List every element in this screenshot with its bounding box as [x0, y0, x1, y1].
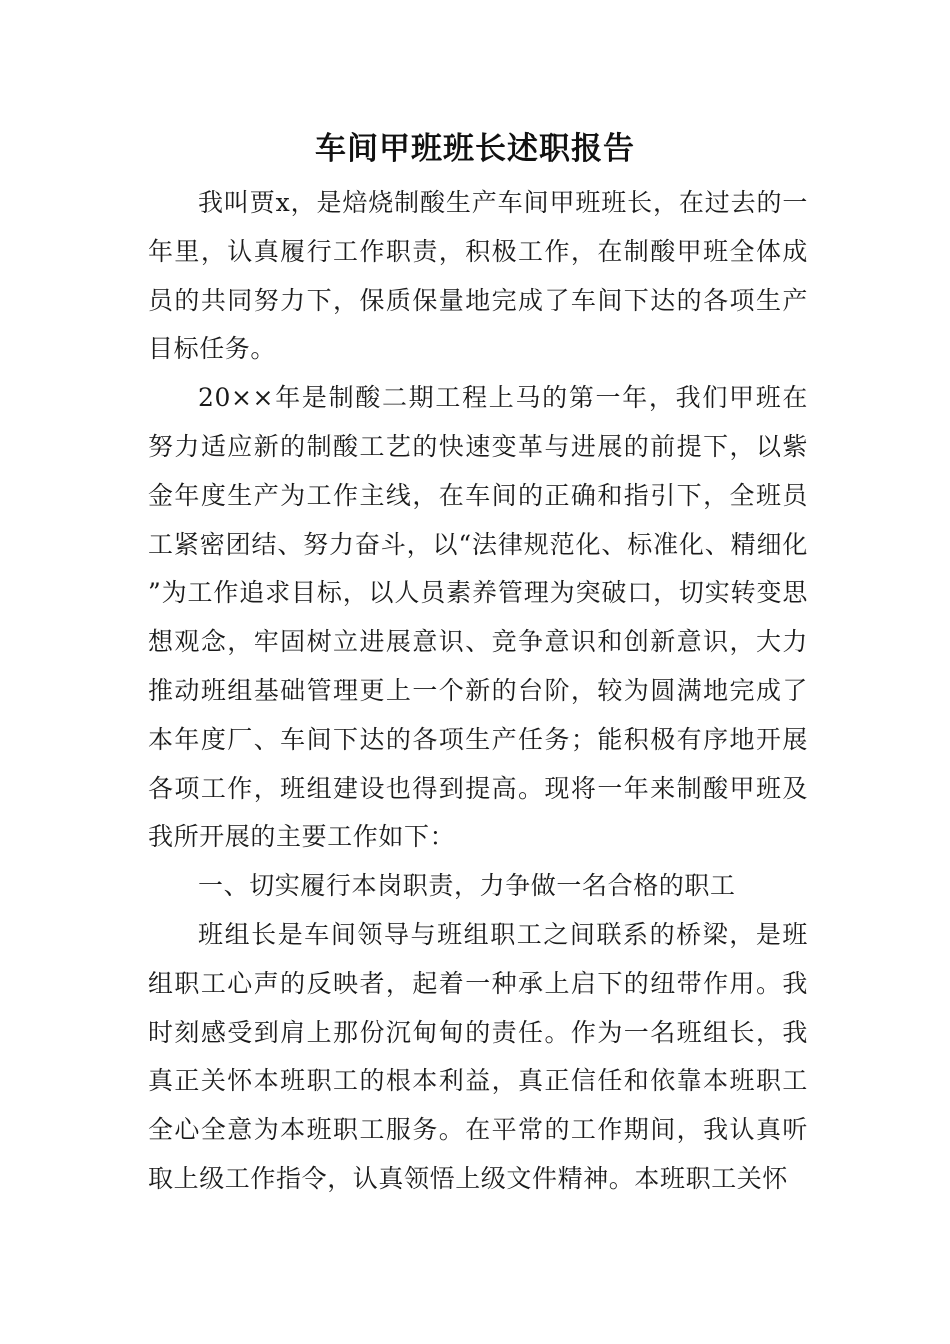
paragraph-section-1: 班组长是车间领导与班组职工之间联系的桥梁，是班组职工心声的反映者，起着一种承上启下的纽带作用。我时刻感受到肩上那份沉甸甸的责任。作为一名班组长，我真正关怀本班职工的根本利益，真正信任和依靠本班职工全心全意为本班职工服务。在平常的工作期间，我认真听取上级工作指令，认真领悟上级文件精神。本班职工关怀: [148, 919, 808, 1193]
section-heading-1: 一、切实履行本岗职责，力争做一名合格的职工: [198, 871, 736, 901]
paragraph-overview: 20××年是制酸二期工程上马的第一年，我们甲班在努力适应新的制酸工艺的快速变革与进展的前提下，以紫金年度生产为工作主线，在车间的正确和指引下，全班员工紧密团结、努力奋斗，以“法律规范化、标准化、精细化”为工作追求目标，以人员素养管理为突破口，切实转变思想观念，牢固树立进展意识、竞争意识和创新意识，大力推动班组基础管理更上一个新的台阶，较为圆满地完成了本年度厂、车间下达的各项生产任务；能积极有序地开展各项工作，班组建设也得到提高。现将一年来制酸甲班及我所开展的主要工作如下：: [148, 383, 808, 852]
document-title: 车间甲班班长述职报告: [315, 131, 635, 167]
paragraph-intro: 我叫贾x，是焙烧制酸生产车间甲班班长，在过去的一年里，认真履行工作职责，积极工作，在制酸甲班全体成员的共同努力下，保质保量地完成了车间下达的各项生产目标任务。: [148, 188, 808, 364]
document-body: [148, 179, 808, 1204]
